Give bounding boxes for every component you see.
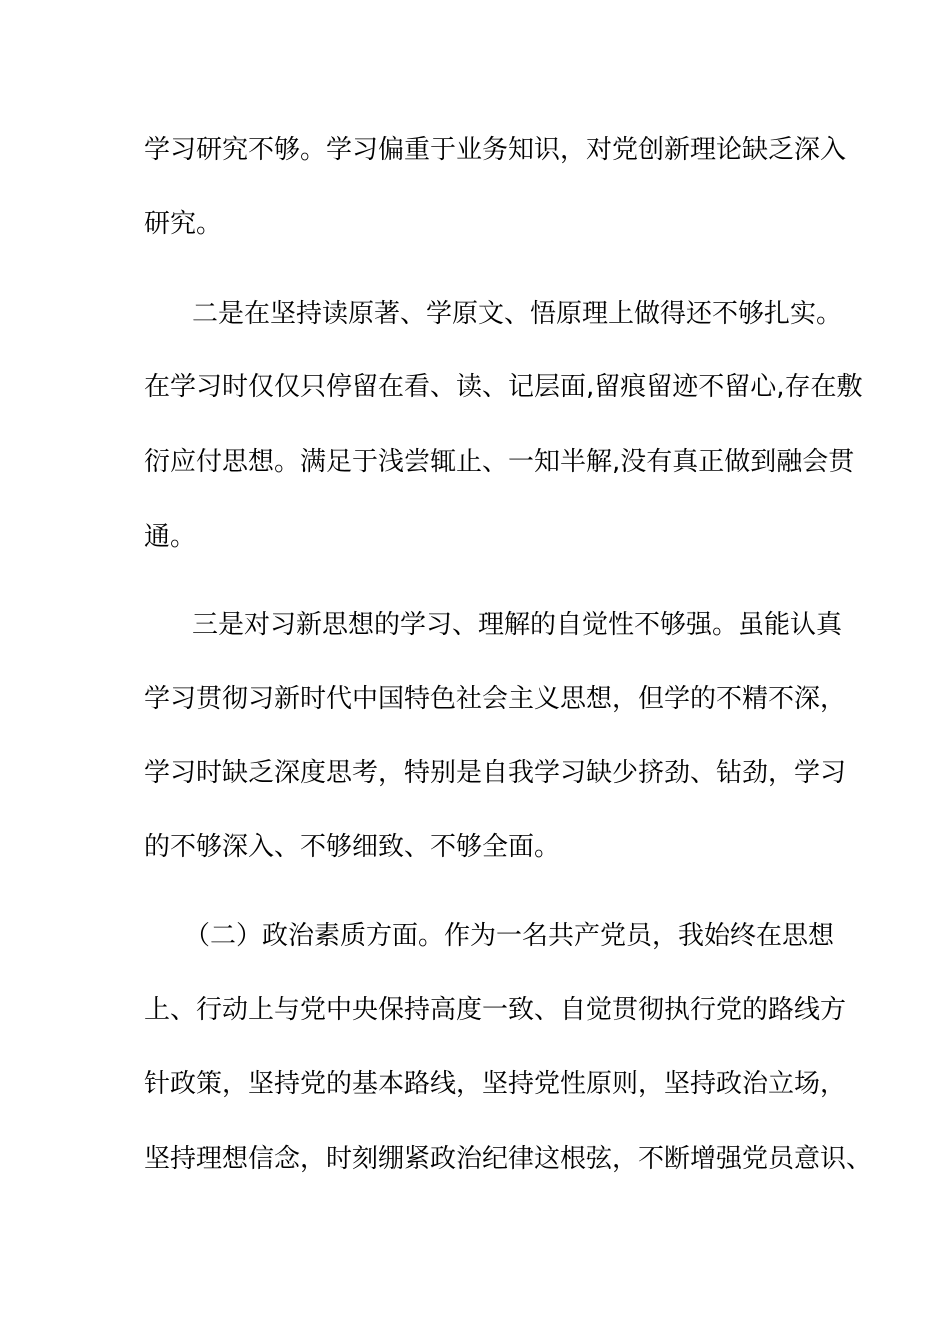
text-line-5: 衍应付思想。满足于浅尝辄止、一知半解,没有真正做到融会贯 [144,447,855,477]
text-line-11: （二）政治素质方面。作为一名共产党员，我始终在思想 [184,921,835,951]
text-line-14: 坚持理想信念，时刻绷紧政治纪律这根弦，不断增强党员意识、 [144,1144,873,1174]
text-line-10: 的不够深入、不够细致、不够全面。 [144,832,561,862]
text-line-1: 学习研究不够。学习偏重于业务知识，对党创新理论缺乏深入 [144,135,847,165]
text-line-3: 二是在坚持读原著、学原文、悟原理上做得还不够扎实。 [192,299,843,329]
text-line-6: 通。 [144,522,197,552]
text-line-9: 学习时缺乏深度思考，特别是自我学习缺少挤劲、钻劲，学习 [144,758,847,788]
text-line-13: 针政策，坚持党的基本路线，坚持党性原则，坚持政治立场， [144,1069,847,1099]
text-line-2: 研究。 [144,209,223,239]
text-line-4: 在学习时仅仅只停留在看、读、记层面,留痕留迹不留心,存在敷 [144,372,863,402]
text-line-12: 上、行动上与党中央保持高度一致、自觉贯彻执行党的路线方 [144,995,847,1025]
text-line-8: 学习贯彻习新时代中国特色社会主义思想，但学的不精不深， [144,684,847,714]
text-line-7: 三是对习新思想的学习、理解的自觉性不够强。虽能认真 [192,610,843,640]
